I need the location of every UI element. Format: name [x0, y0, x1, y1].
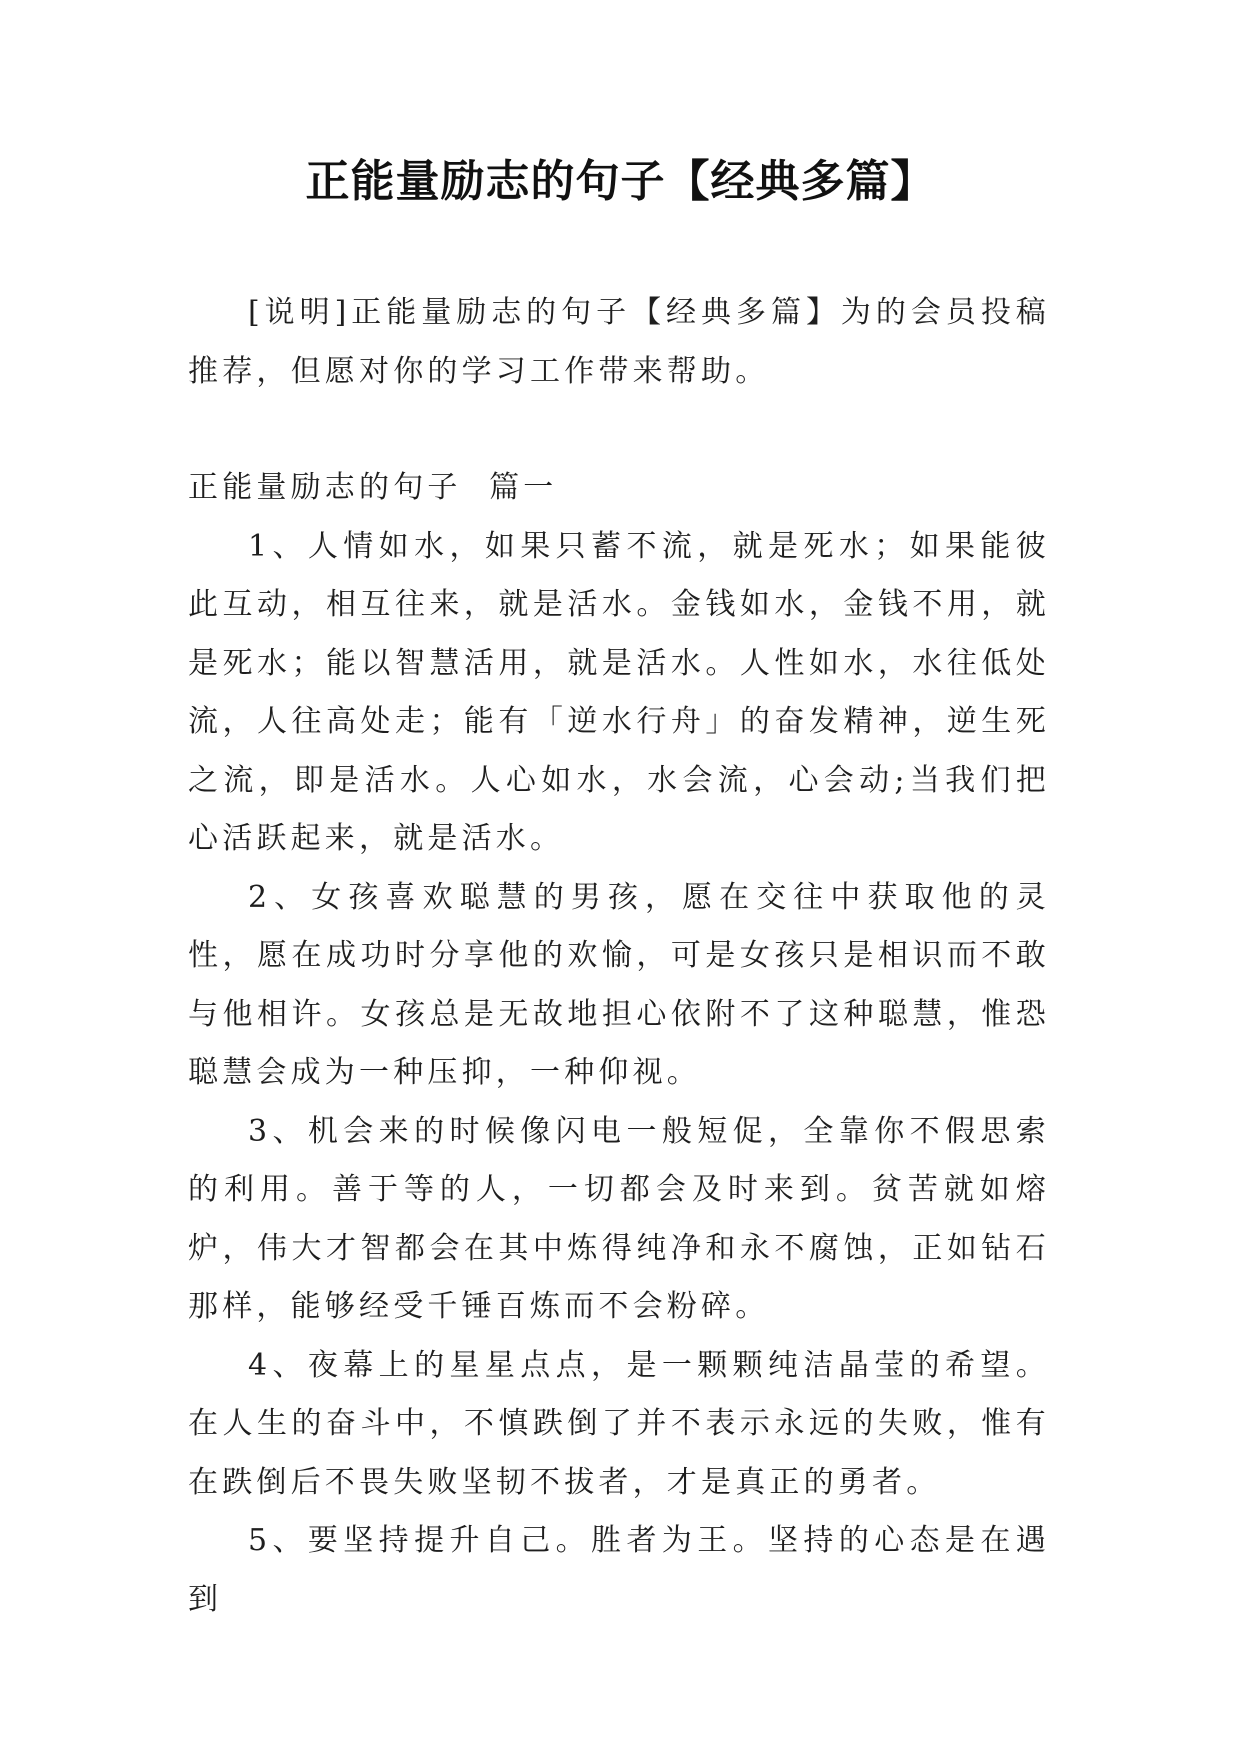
- document-note: [说明]正能量励志的句子【经典多篇】为的会员投稿推荐，但愿对你的学习工作带来帮助。: [188, 295, 1050, 389]
- paragraph-1: 1、人情如水，如果只蓄不流，就是死水；如果能彼此互动，相互往来，就是活水。金钱如水，金钱不用，就是死水；能以智慧活用，就是活水。人性如水，水往低处流，人往高处走；能有「逆水行舟」的奋发精神，逆生死之流，即是活水。人心如水，水会流，心会动;当我们把心活跃起来，就是活水。: [188, 528, 1050, 856]
- document-body: [188, 284, 1050, 1629]
- paragraph-5: 5、要坚持提升自己。胜者为王。坚持的心态是在遇到: [188, 1523, 1050, 1617]
- paragraph-4: 4、夜幕上的星星点点，是一颗颗纯洁晶莹的希望。在人生的奋斗中，不慎跌倒了并不表示永远的失败，惟有在跌倒后不畏失败坚韧不拔者，才是真正的勇者。: [188, 1347, 1050, 1500]
- paragraph-3: 3、机会来的时候像闪电一般短促，全靠你不假思索的利用。善于等的人，一切都会及时来到。贫苦就如熔炉，伟大才智都会在其中炼得纯净和永不腐蚀，正如钻石那样，能够经受千锤百炼而不会粉碎。: [188, 1113, 1050, 1324]
- paragraph-2: 2、女孩喜欢聪慧的男孩，愿在交往中获取他的灵性，愿在成功时分享他的欢愉，可是女孩只是相识而不敢与他相许。女孩总是无故地担心依附不了这种聪慧，惟恐聪慧会成为一种压抑，一种仰视。: [188, 879, 1050, 1090]
- document-title: 正能量励志的句子【经典多篇】: [305, 156, 936, 207]
- section-heading: 正能量励志的句子 篇一: [188, 470, 558, 505]
